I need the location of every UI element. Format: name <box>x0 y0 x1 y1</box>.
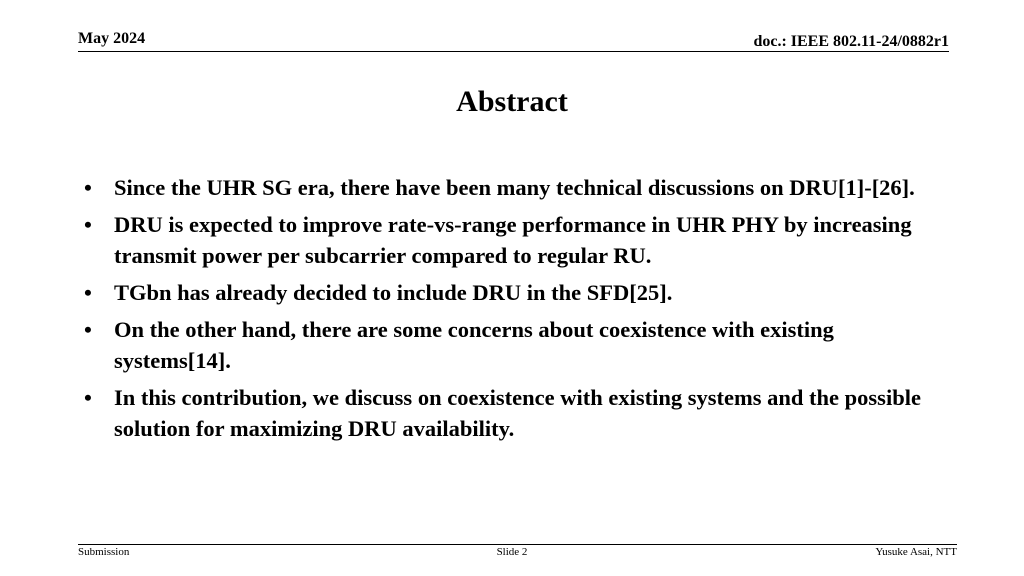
bullet-item <box>84 314 954 376</box>
bullet-icon: • <box>84 175 92 200</box>
bullet-icon: • <box>84 385 92 410</box>
bullet-icon: • <box>84 280 92 305</box>
header-doc-id: doc.: IEEE 802.11-24/0882r1 <box>753 33 949 50</box>
bullet-text: TGbn has already decided to include DRU in the SFD[25]. <box>114 280 673 305</box>
bullet-text: In this contribution, we discuss on coexistence with existing systems and the possible solution for maximizing DRU availability. <box>114 385 921 441</box>
footer-submission: Submission <box>78 546 130 558</box>
bullet-list <box>84 172 954 450</box>
header-date: May 2024 <box>78 30 146 47</box>
bullet-text: Since the UHR SG era, there have been many technical discussions on DRU[1]-[26]. <box>114 175 915 200</box>
bullet-item <box>84 382 954 444</box>
bullet-icon: • <box>84 317 92 342</box>
bullet-item <box>84 277 954 308</box>
bullet-text: DRU is expected to improve rate-vs-range performance in UHR PHY by increasing transmit power per subcarrier compared to regular RU. <box>114 212 912 268</box>
footer-divider <box>78 544 957 545</box>
bullet-text: On the other hand, there are some concerns about coexistence with existing systems[14]. <box>114 317 834 373</box>
bullet-icon: • <box>84 212 92 237</box>
footer-author: Yusuke Asai, NTT <box>875 546 957 558</box>
header-divider <box>78 51 949 52</box>
slide-title: Abstract <box>456 85 568 118</box>
footer-slide-number: Slide 2 <box>496 546 528 558</box>
bullet-item <box>84 209 954 271</box>
bullet-item <box>84 172 954 203</box>
